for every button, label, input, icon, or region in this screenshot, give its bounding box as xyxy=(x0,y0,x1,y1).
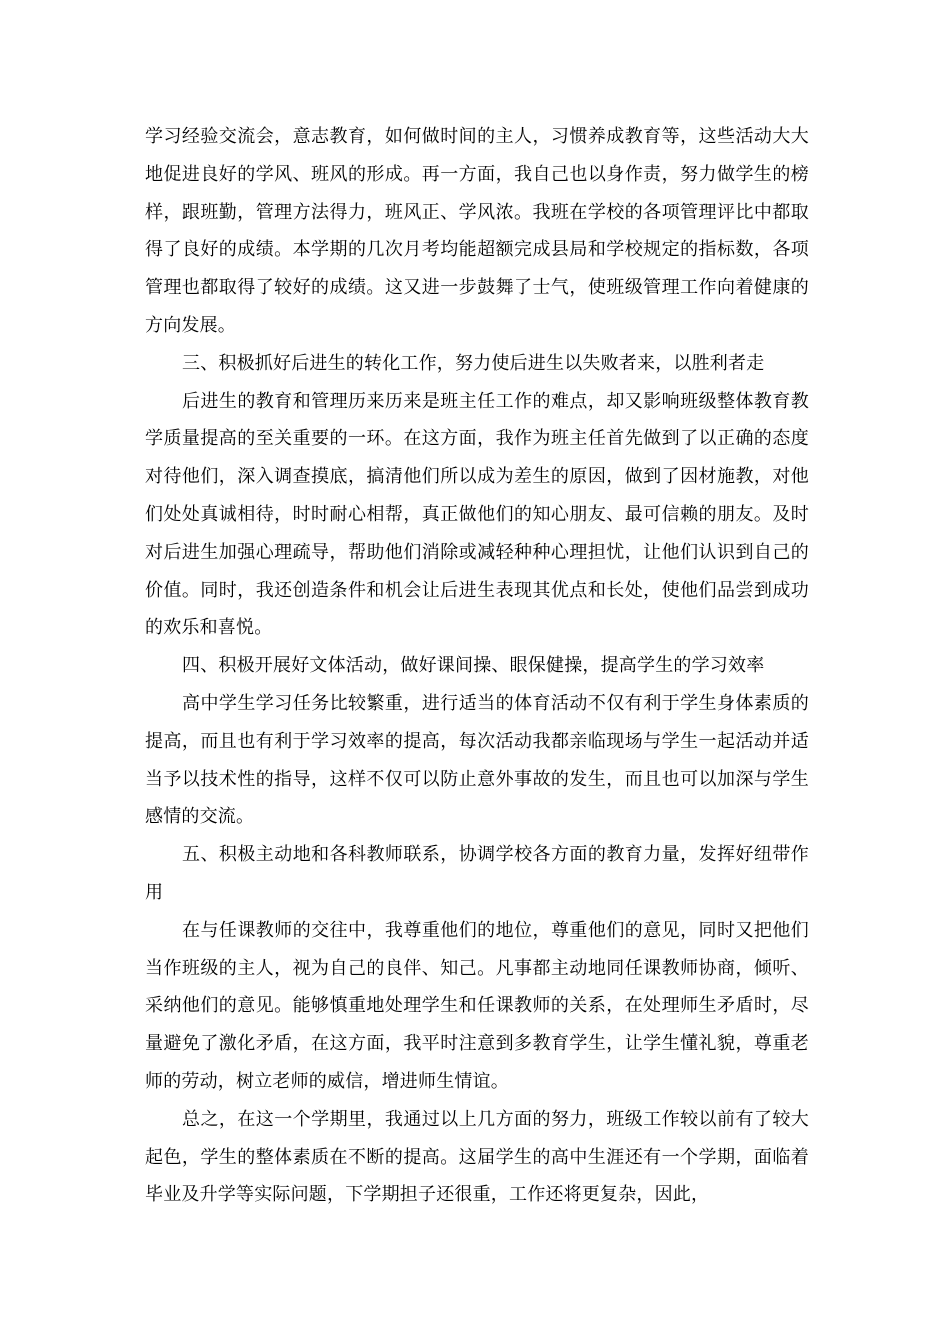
document-body xyxy=(145,118,809,1214)
paragraph-3: 高中学生学习任务比较繁重，进行适当的体育活动不仅有利于学生身体素质的提高，而且也有利于学习效率的提高，每次活动我都亲临现场与学生一起活动并适当予以技术性的指导，这样不仅可以防止意外事故的发生，而且也可以加深与学生感情的交流。 xyxy=(145,692,809,828)
paragraph-2: 后进生的教育和管理历来历来是班主任工作的难点，却又影响班级整体教育教学质量提高的至关重要的一环。在这方面，我作为班主任首先做到了以正确的态度对待他们，深入调查摸底，搞清他们所以成为差生的原因，做到了因材施教，对他们处处真诚相待，时时耐心相帮，真正做他们的知心朋友、最可信赖的朋友。及时对后进生加强心理疏导，帮助他们消除或减轻种种心理担忧，让他们认识到自己的价值。同时，我还创造条件和机会让后进生表现其优点和长处，使他们品尝到成功的欢乐和喜悦。 xyxy=(145,390,809,639)
paragraph-1: 学习经验交流会，意志教育，如何做时间的主人，习惯养成教育等，这些活动大大地促进良好的学风、班风的形成。再一方面，我自己也以身作责，努力做学生的榜样，跟班勤，管理方法得力，班风正、学风浓。我班在学校的各项管理评比中都取得了良好的成绩。本学期的几次月考均能超额完成县局和学校规定的指标数，各项管理也都取得了较好的成绩。这又进一步鼓舞了士气，使班级管理工作向着健康的方向发展。 xyxy=(145,126,809,336)
section-heading-3: 三、积极抓好后进生的转化工作，努力使后进生以失败者来，以胜利者走 xyxy=(182,352,765,374)
section-heading-5: 五、积极主动地和各科教师联系，协调学校各方面的教育力量，发挥好纽带作用 xyxy=(145,844,809,903)
section-heading-4: 四、积极开展好文体活动，做好课间操、眼保健操，提高学生的学习效率 xyxy=(182,655,765,677)
paragraph-4: 在与任课教师的交往中，我尊重他们的地位，尊重他们的意见，同时又把他们当作班级的主人，视为自己的良伴、知己。凡事都主动地同任课教师协商，倾听、采纳他们的意见。能够慎重地处理学生和任课教师的关系，在处理师生矛盾时，尽量避免了激化矛盾，在这方面，我平时注意到多教育学生，让学生懂礼貌，尊重老师的劳动，树立老师的威信，增进师生情谊。 xyxy=(145,919,809,1092)
paragraph-5: 总之，在这一个学期里，我通过以上几方面的努力，班级工作较以前有了较大起色，学生的整体素质在不断的提高。这届学生的高中生涯还有一个学期，面临着毕业及升学等实际问题，下学期担子还很重，工作还将更复杂，因此， xyxy=(145,1108,809,1206)
